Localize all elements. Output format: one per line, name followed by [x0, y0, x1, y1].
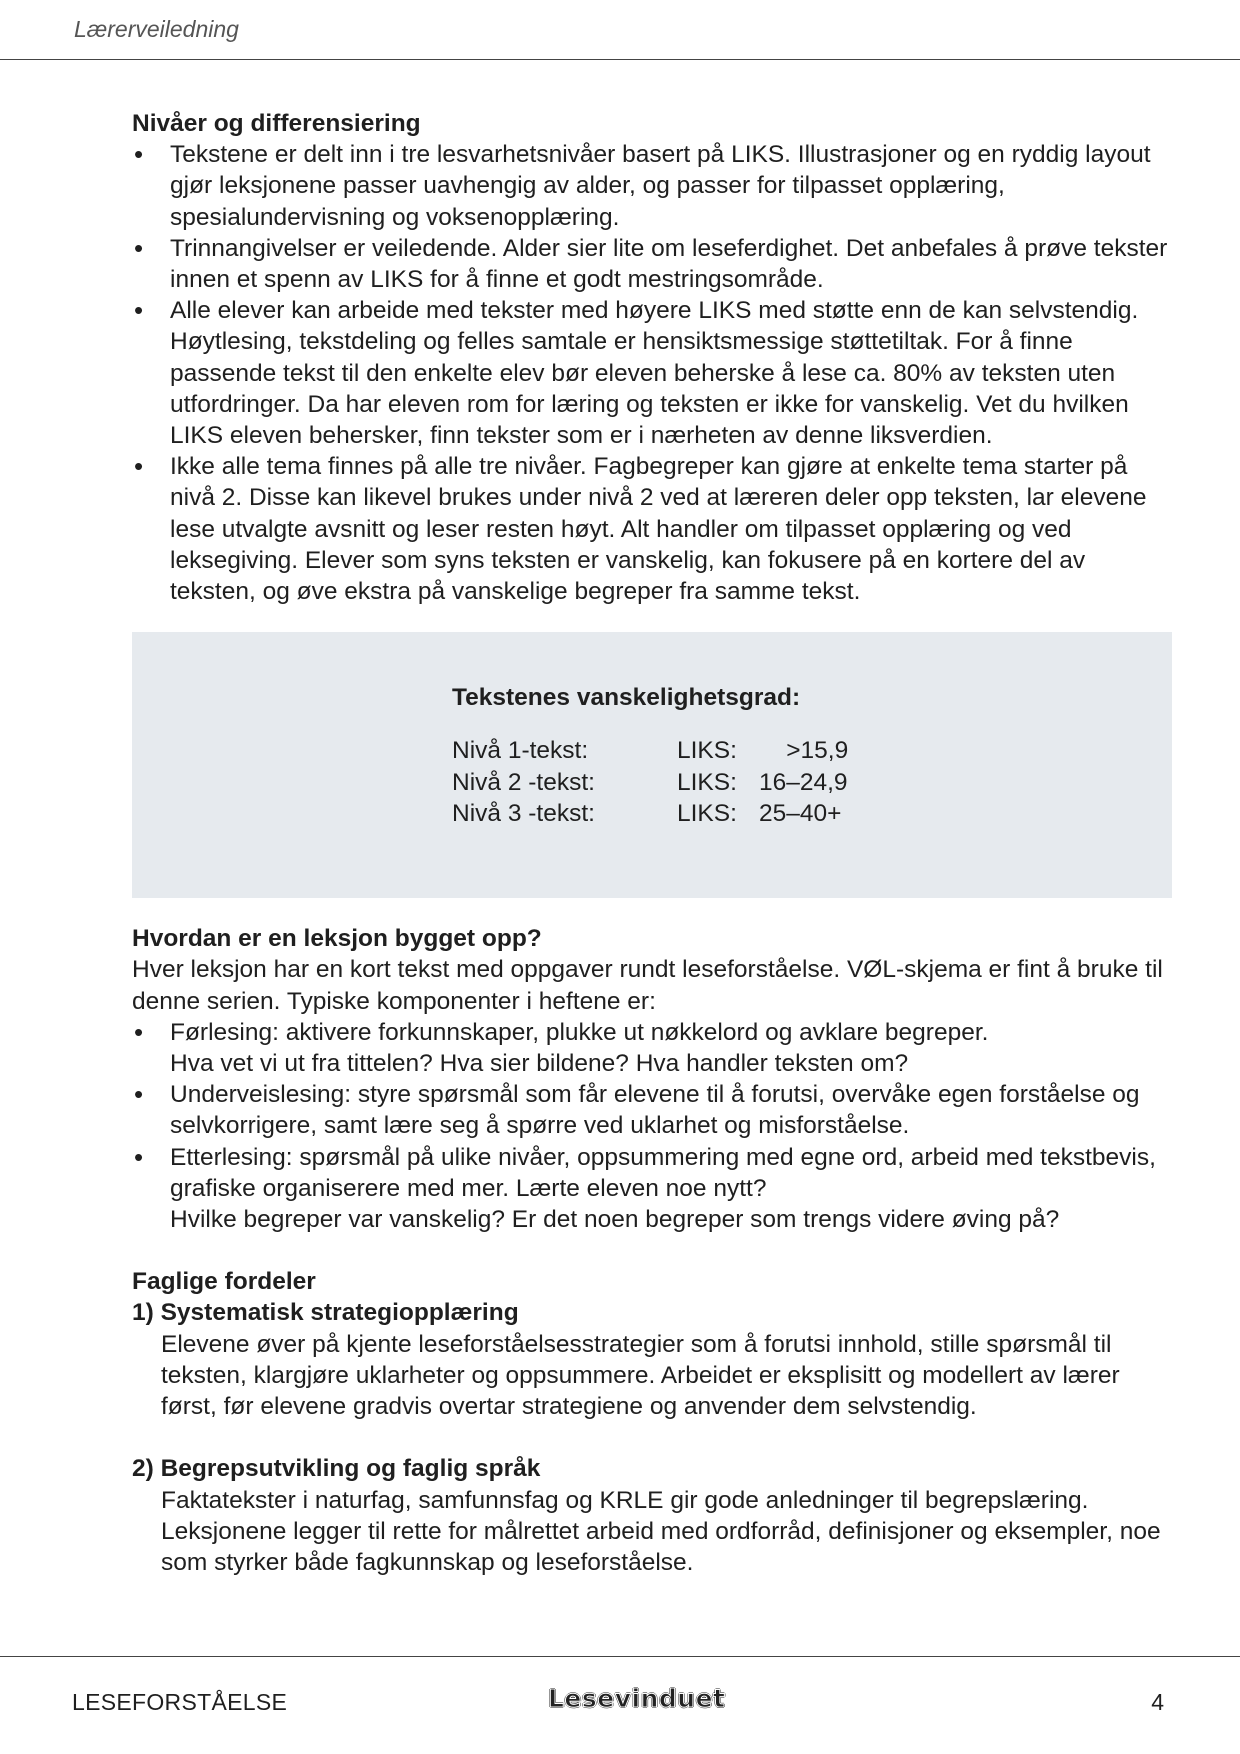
- difficulty-row: [452, 798, 848, 829]
- difficulty-level: Nivå 2 -tekst:: [452, 768, 595, 796]
- difficulty-level: Nivå 1-tekst:: [452, 737, 589, 765]
- list-item: • Ikke alle tema finnes på alle tre nivåer. Fagbegreper kan gjøre at enkelte tema starter på nivå 2. Disse kan likevel brukes under nivå 2 ved at læreren deler opp teksten, lar elevene lese utvalgte avsnitt og leser resten høyt. Alt handler om tilpasset opplæring og ved leksegiving. Elever som syns teksten er vanskelig, kan fokusere på en kortere del av teksten, og øve ekstra på vanskelige begreper fra samme tekst.: [132, 451, 1172, 607]
- footer-series-title: LESEFORSTÅELSE: [72, 1689, 288, 1715]
- list-item: • Alle elever kan arbeide med tekster med høyere LIKS med støtte enn de kan selvstendig. Høytlesing, tekstdeling og felles samtale er hensiktsmessige støttetiltak. For å finne passende tekst til den enkelte elev bør eleven beherske å lese ca. 80% av teksten uten utfordringer. Da har eleven rom for læring og teksten er ikke for vanskelig. Vet du hvilken LIKS eleven behersker, finn tekster som er i nærheten av denne liksverdien.: [132, 295, 1172, 451]
- publisher-logo: Lesevinduet: [548, 1684, 726, 1713]
- bullet-line: Etterlesing: spørsmål på ulike nivåer, oppsummering med egne ord, arbeid med tekstbevis, grafiske organiserere med mer. Lærte eleven noe nytt?: [170, 1143, 1156, 1202]
- section-heading-benefits: Faglige fordeler: [132, 1268, 316, 1296]
- liks-value: >15,9: [759, 737, 849, 765]
- lesson-intro: Hver leksjon har en kort tekst med oppgaver rundt leseforståelse. VØL-skjema er fint å bruke til denne serien. Typiske komponenter i heftene er:: [132, 956, 1163, 1015]
- list-item: [132, 1017, 1172, 1079]
- section-heading-levels: Nivåer og differensiering: [132, 110, 421, 137]
- difficulty-title: Tekstenes vanskelighetsgrad:: [452, 684, 801, 712]
- bullet-line: Underveislesing: styre spørsmål som får elevene til å forutsi, overvåke egen forståelse og selvkorrigere, samt lære seg å spørre ved uklarhet og misforståelse.: [170, 1081, 1140, 1140]
- bullet-line: Hvilke begreper var vanskelig? Er det noen begreper som trengs videre øving på?: [170, 1206, 1060, 1234]
- liks-label: LIKS:: [677, 768, 737, 796]
- benefit-title: 1) Systematisk strategiopplæring: [132, 1299, 519, 1327]
- benefit-text: Faktatekster i naturfag, samfunnsfag og KRLE gir gode anledninger til begrepslæring. Leksjonene legger til rette for målrettet arbeid med ordforråd, definisjoner og eksempler, noe som styrker både fagkunnskap og leseforståelse.: [161, 1486, 1161, 1576]
- header-divider: [0, 59, 1240, 60]
- list-item: • Tekstene er delt inn i tre lesvarhetsnivåer basert på LIKS. Illustrasjoner og en ryddig layout gjør leksjonene passer uavhengig av alder, og passer for tilpasset opplæring, spesialundervisning og voksenopplæring.: [132, 139, 1172, 233]
- list-item: [132, 1142, 1172, 1236]
- bullet-line: Førlesing: aktivere forkunnskaper, plukke ut nøkkelord og avklare begreper.: [170, 1018, 989, 1046]
- lesson-bullet-list: [132, 1017, 1172, 1235]
- difficulty-box: [132, 632, 1172, 898]
- page-content: [132, 108, 1172, 1578]
- list-item: [132, 1079, 1172, 1141]
- page-number: 4: [1151, 1689, 1164, 1715]
- section-heading-lesson: Hvordan er en leksjon bygget opp?: [132, 925, 542, 953]
- liks-label: LIKS:: [677, 737, 737, 765]
- liks-label: LIKS:: [677, 799, 737, 827]
- difficulty-level: Nivå 3 -tekst:: [452, 799, 595, 827]
- difficulty-row: [452, 735, 848, 766]
- list-item: • Trinnangivelser er veiledende. Alder sier lite om leseferdighet. Det anbefales å prøve tekster innen et spenn av LIKS for å finne et godt mestringsområde.: [132, 233, 1172, 295]
- difficulty-row: [452, 767, 848, 798]
- levels-bullet-list: [132, 139, 1172, 607]
- benefit-text: Elevene øver på kjente leseforståelsesstrategier som å forutsi innhold, stille spørsmål til teksten, klargjøre uklarheter og oppsummere. Arbeidet er eksplisitt og modellert av lærer først, før elevene gradvis overtar strategiene og anvender dem selvstendig.: [161, 1330, 1120, 1421]
- bullet-line: Hva vet vi ut fra tittelen? Hva sier bildene? Hva handler teksten om?: [170, 1050, 909, 1078]
- footer-divider: [0, 1656, 1240, 1657]
- benefit-title: 2) Begrepsutvikling og faglig språk: [132, 1455, 541, 1483]
- running-header: Lærerveiledning: [74, 16, 239, 42]
- liks-value: 25–40+: [759, 799, 842, 827]
- liks-value: 16–24,9: [759, 768, 848, 796]
